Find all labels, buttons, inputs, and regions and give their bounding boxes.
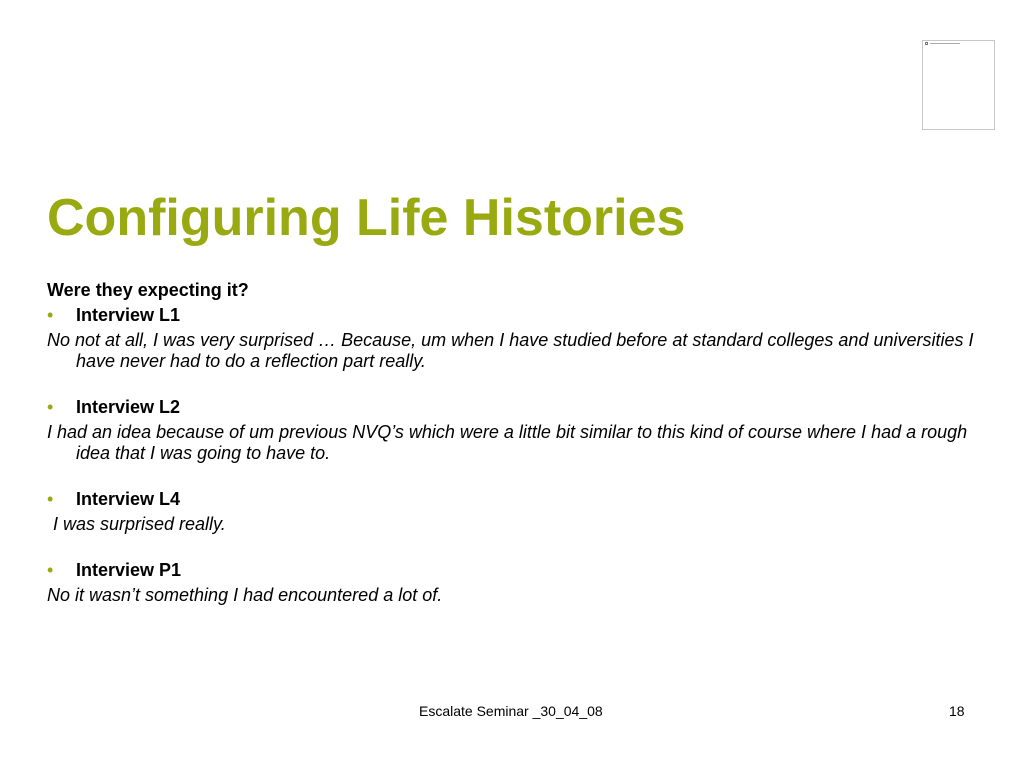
bullet-icon: •: [47, 489, 54, 509]
interview-label: Interview L2: [76, 397, 181, 417]
embedded-thumbnail: [922, 40, 995, 130]
page-number: 18: [949, 703, 965, 719]
interview-label: Interview L1: [76, 305, 181, 325]
interview-label-p1: [47, 560, 977, 585]
slide-title: Configuring Life Histories: [47, 189, 686, 247]
interview-quote: No not at all, I was very surprised … Because, um when I have studied before at standard colleges and universities I have never had to do a reflection part really.: [47, 330, 974, 371]
thumbnail-line: [930, 43, 960, 44]
slide-content: [47, 280, 977, 606]
interview-label-l1: [47, 305, 977, 330]
bullet-icon: •: [47, 397, 54, 417]
interview-quote: I had an idea because of um previous NVQ’s which were a little bit similar to this kind of course where I had a rough idea that I was going to have to.: [47, 422, 968, 463]
bullet-icon: •: [47, 305, 54, 325]
question-heading: Were they expecting it?: [47, 280, 249, 300]
interview-label: Interview P1: [76, 560, 182, 580]
interview-quote: I was surprised really.: [53, 514, 226, 534]
interview-label-l4: [47, 489, 977, 514]
interview-label: Interview L4: [76, 489, 181, 509]
thumbnail-icon: [925, 42, 928, 45]
interview-quote: No it wasn’t something I had encountered a lot of.: [47, 585, 443, 605]
footer-text: Escalate Seminar _30_04_08: [419, 703, 603, 719]
interview-label-l2: [47, 397, 977, 422]
bullet-icon: •: [47, 560, 54, 580]
